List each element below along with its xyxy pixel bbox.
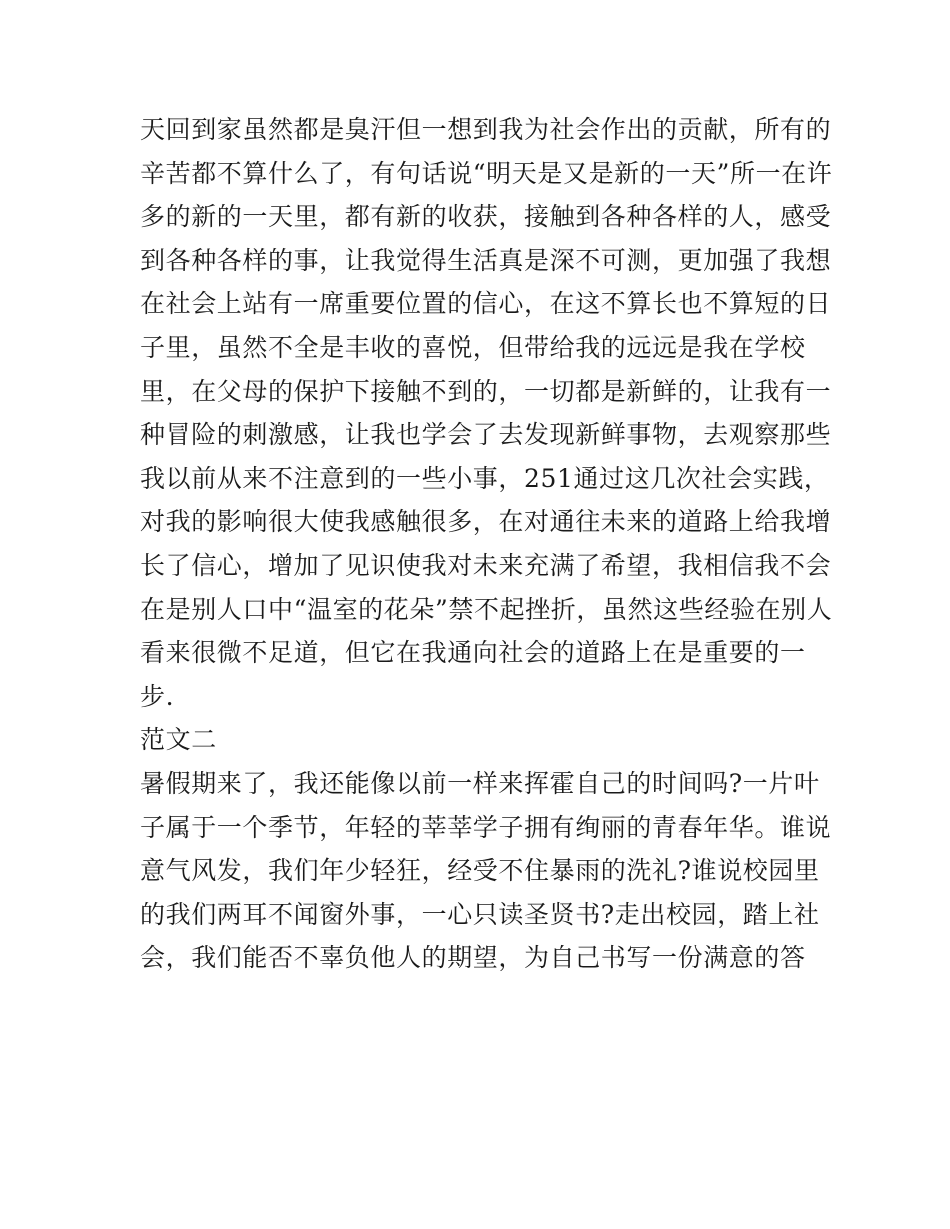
text-line: 子属于一个季节，年轻的莘莘学子拥有绚丽的青春年华。谁说 bbox=[140, 812, 832, 842]
text-line: 种冒险的刺激感，让我也学会了去发现新鲜事物，去观察那些 bbox=[140, 420, 832, 450]
section-heading: 范文二 bbox=[140, 725, 217, 755]
text-line: 会，我们能否不辜负他人的期望，为自己书写一份满意的答 bbox=[140, 943, 806, 973]
text-line: 到各种各样的事，让我觉得生活真是深不可测，更加强了我想 bbox=[140, 245, 832, 275]
text-line: 多的新的一天里，都有新的收获，接触到各种各样的人，感受 bbox=[140, 202, 832, 232]
text-line: 天回到家虽然都是臭汗但一想到我为社会作出的贡献，所有的 bbox=[140, 115, 832, 144]
text-line: 对我的影响很大使我感触很多，在对通往未来的道路上给我增 bbox=[140, 507, 832, 537]
text-line: 里，在父母的保护下接触不到的，一切都是新鲜的，让我有一 bbox=[140, 376, 832, 406]
text-line: 步. bbox=[140, 681, 175, 711]
text-line: 暑假期来了，我还能像以前一样来挥霍自己的时间吗?一片叶 bbox=[140, 768, 820, 798]
text-line: 在是别人口中“温室的花朵”禁不起挫折，虽然这些经验在别人 bbox=[140, 594, 833, 624]
text-line: 在社会上站有一席重要位置的信心，在这不算长也不算短的日 bbox=[140, 289, 832, 319]
text-line: 长了信心，增加了见识使我对未来充满了希望，我相信我不会 bbox=[140, 550, 832, 580]
text-line: 辛苦都不算什么了，有句话说“明天是又是新的一天”所一在许 bbox=[140, 158, 833, 188]
text-line: 意气风发，我们年少轻狂，经受不住暴雨的洗礼?谁说校园里 bbox=[140, 856, 820, 886]
document-body bbox=[140, 108, 833, 980]
text-line: 的我们两耳不闻窗外事，一心只读圣贤书?走出校园，踏上社 bbox=[140, 899, 820, 929]
text-line: 我以前从来不注意到的一些小事，251通过这几次社会实践， bbox=[140, 463, 830, 493]
text-line: 子里，虽然不全是丰收的喜悦，但带给我的远远是我在学校 bbox=[140, 332, 806, 362]
text-line: 看来很微不足道，但它在我通向社会的道路上在是重要的一 bbox=[140, 638, 806, 668]
